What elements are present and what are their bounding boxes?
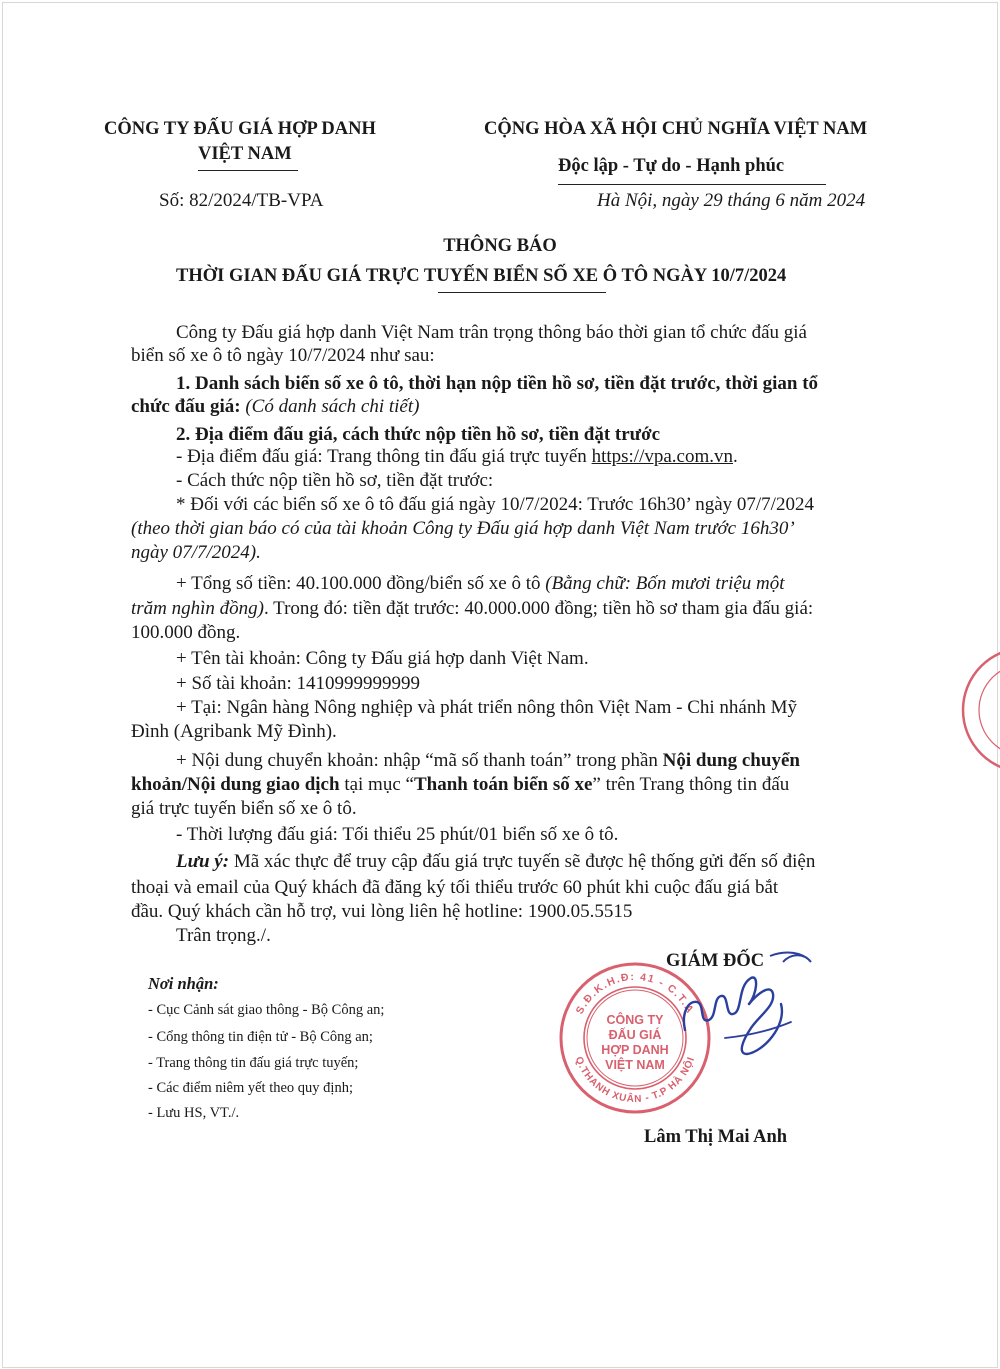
signature-title: GIÁM ĐỐC [666, 951, 765, 971]
transfer-field-cont: khoản/Nội dung giao dịch [131, 774, 340, 795]
seal-text-line1: CÔNG TY [606, 1013, 664, 1027]
org-underline [198, 170, 298, 171]
location-suffix: . [733, 446, 738, 467]
intro-line1: Công ty Đấu giá hợp danh Việt Nam trân trọng thông báo thời gian tổ chức đấu giá [176, 322, 807, 343]
account-number: + Số tài khoản: 1410999999999 [176, 673, 420, 694]
total-line1 [176, 573, 785, 595]
recipient-item: - Lưu HS, VT./. [148, 1105, 240, 1121]
deadline-line3: ngày 07/7/2024). [131, 542, 261, 563]
org-name-line2: VIỆT NAM [198, 144, 292, 164]
handwritten-signature [655, 942, 815, 1072]
auction-location [176, 446, 738, 468]
recipient-item: - Trang thông tin đấu giá trực tuyến; [148, 1055, 359, 1071]
total-amount: + Tổng số tiền: 40.100.000 đồng/biển số xe ô tô [176, 573, 546, 594]
location-link[interactable]: https://vpa.com.vn [591, 446, 733, 467]
total-breakdown: . Trong đó: tiền đặt trước: 40.000.000 đồng; tiền hồ sơ tham gia đấu giá: [264, 598, 814, 619]
recipient-item: - Cục Cảnh sát giao thông - Bộ Công an; [148, 1002, 385, 1018]
edge-seal-fragment [955, 640, 1000, 780]
transfer-field: Nội dung chuyển [662, 750, 800, 771]
document-subtitle: THỜI GIAN ĐẤU GIÁ TRỰC TUYẾN BIỂN SỐ XE Ô TÔ NGÀY 10/7/2024 [176, 266, 787, 286]
note-line2: thoại và email của Quý khách đã đăng ký tối thiểu trước 60 phút khi cuộc đấu giá bắt [131, 877, 779, 898]
total-in-words-cont: trăm nghìn đồng) [131, 598, 264, 619]
transfer-connector: tại mục “ [339, 774, 414, 795]
section2-heading: 2. Địa điểm đấu giá, cách thức nộp tiền hồ sơ, tiền đặt trước [176, 424, 661, 445]
transfer-line2 [131, 774, 789, 796]
account-name: + Tên tài khoản: Công ty Đấu giá hợp danh Việt Nam. [176, 648, 589, 669]
total-line3: 100.000 đồng. [131, 622, 241, 643]
recipients-label: Nơi nhận: [148, 974, 219, 993]
org-name-line1: CÔNG TY ĐẤU GIÁ HỢP DANH [104, 119, 376, 139]
signer-name: Lâm Thị Mai Anh [644, 1127, 788, 1147]
seal-text-line4: VIỆT NAM [605, 1058, 665, 1072]
nation-title: CỘNG HÒA XÃ HỘI CHỦ NGHĨA VIỆT NAM [484, 119, 868, 139]
transfer-line1 [176, 750, 800, 772]
closing: Trân trọng./. [176, 925, 271, 946]
seal-text-line3: HỢP DANH [601, 1043, 669, 1057]
note-label: Lưu ý: [176, 851, 230, 872]
section1-note: (Có danh sách chi tiết) [245, 396, 420, 417]
note-line3: đầu. Quý khách cần hỗ trợ, vui lòng liên hệ hotline: 1900.05.5515 [131, 901, 633, 922]
bank-line1: + Tại: Ngân hàng Nông nghiệp và phát triển nông thôn Việt Nam - Chi nhánh Mỹ [176, 697, 797, 718]
section1-heading: 1. Danh sách biển số xe ô tô, thời hạn nộp tiền hồ sơ, tiền đặt trước, thời gian tổ [176, 373, 819, 394]
seal-ring-bottom: Q.THANH XUÂN - T.P HÀ NỘI [572, 1055, 698, 1106]
recipient-item: - Các điểm niêm yết theo quy định; [148, 1080, 353, 1096]
motto-underline [558, 184, 826, 185]
seal-text-line2: ĐẤU GIÁ [608, 1028, 662, 1042]
place-date: Hà Nội, ngày 29 tháng 6 năm 2024 [597, 190, 866, 211]
note-text: Mã xác thực để truy cập đấu giá trực tuyến sẽ được hệ thống gửi đến số điện [229, 851, 816, 872]
deadline-line1: * Đối với các biển số xe ô tô đấu giá ngày 10/7/2024: Trước 16h30’ ngày 07/7/2024 [176, 494, 814, 515]
document-number: Số: 82/2024/TB-VPA [159, 190, 324, 211]
bank-line2: Đình (Agribank Mỹ Đình). [131, 721, 337, 742]
section1-heading-cont: chức đấu giá: [131, 396, 241, 417]
total-in-words: (Bằng chữ: Bốn mươi triệu một [545, 573, 785, 594]
deadline-line2: (theo thời gian báo có của tài khoản Công ty Đấu giá hợp danh Việt Nam trước 16h30’ [131, 518, 795, 539]
total-line2 [131, 598, 813, 620]
transfer-cont: ” trên Trang thông tin đấu [592, 774, 790, 795]
location-label: - Địa điểm đấu giá: Trang thông tin đấu giá trực tuyến [176, 446, 592, 467]
document-title: THÔNG BÁO [443, 236, 557, 256]
title-underline [438, 292, 606, 293]
transfer-label: + Nội dung chuyển khoản: nhập “mã số thanh toán” trong phần [176, 750, 663, 771]
note-line1 [176, 851, 815, 873]
recipient-item: - Cổng thông tin điện tử - Bộ Công an; [148, 1029, 373, 1045]
payment-method: - Cách thức nộp tiền hồ sơ, tiền đặt trước: [176, 470, 494, 491]
intro-line2: biển số xe ô tô ngày 10/7/2024 như sau: [131, 345, 435, 366]
seal-ring-top: S.Đ.K.H.Đ: 41 - C.T.A [573, 970, 697, 1017]
motto: Độc lập - Tự do - Hạnh phúc [558, 156, 785, 176]
section1-line2 [131, 396, 419, 418]
transfer-line3: giá trực tuyến biển số xe ô tô. [131, 798, 357, 819]
auction-duration: - Thời lượng đấu giá: Tối thiểu 25 phút/01 biển số xe ô tô. [176, 824, 619, 845]
transfer-section: Thanh toán biển số xe [413, 774, 593, 795]
